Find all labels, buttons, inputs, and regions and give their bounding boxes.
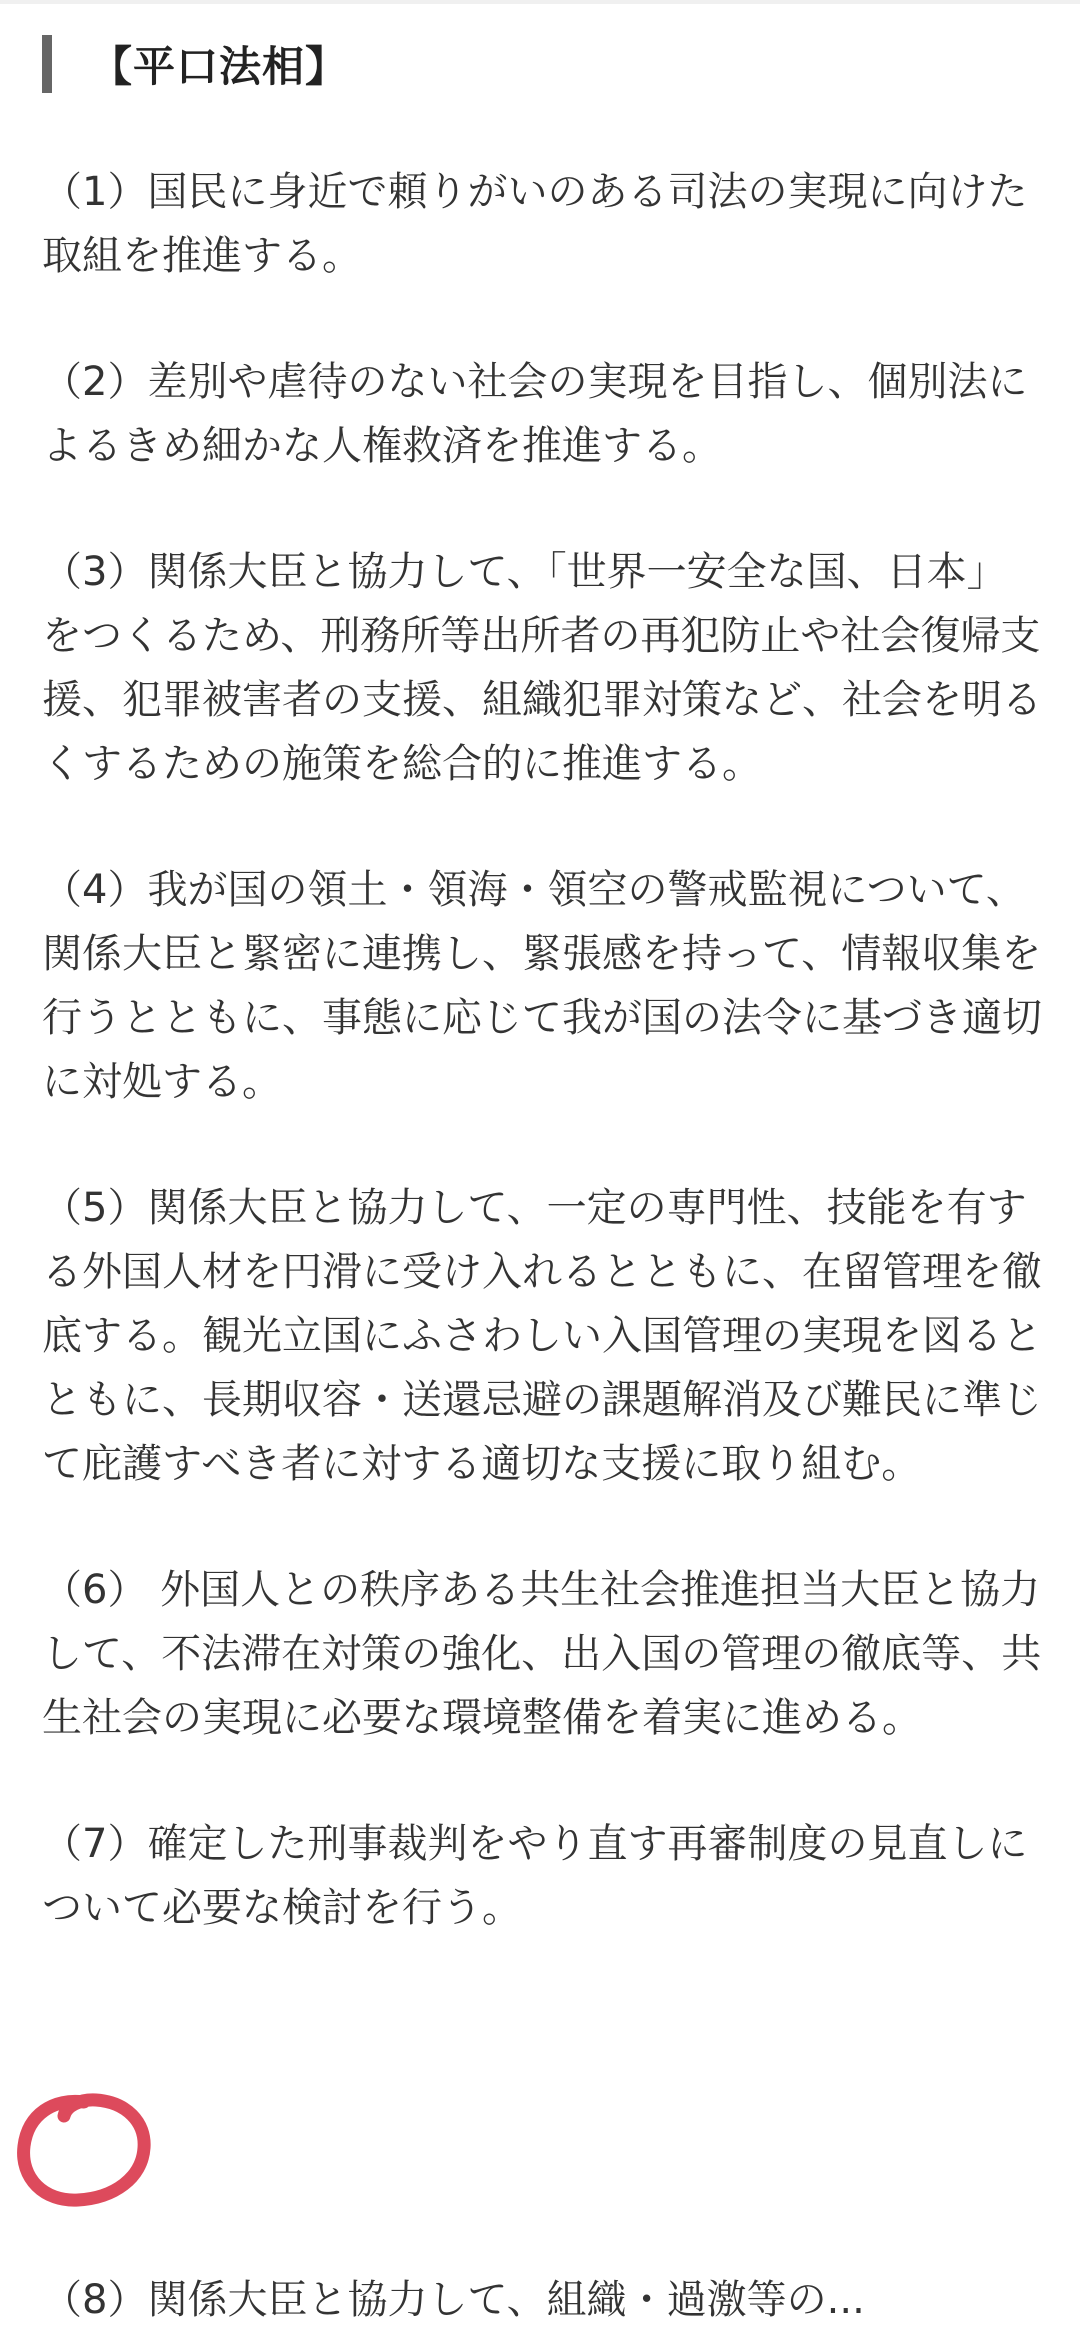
item-text: 関係大臣と協力して、「世界一安全な国、日本」をつくるため、刑務所等出所者の再犯防止や社会復帰支援、犯罪被害者の支援、組織犯罪対策など、社会を明るくするための施策を総合的に推進する。 [42, 549, 1042, 787]
hand-drawn-circle-annotation [14, 2084, 162, 2214]
item-number: （2） [42, 359, 148, 405]
list-item [42, 540, 1042, 796]
list-item [42, 1558, 1042, 1750]
list-item [42, 160, 1042, 288]
item-number: （3） [42, 549, 148, 595]
item-text: 差別や虐待のない社会の実現を目指し、個別法によるきめ細かな人権救済を推進する。 [42, 359, 1028, 469]
item-number: （6） [42, 1567, 148, 1613]
list-item [42, 1176, 1042, 1496]
item-number: （1） [42, 169, 148, 215]
item-number: （5） [42, 1185, 148, 1231]
header-accent-bar [42, 35, 52, 93]
item-text: 我が国の領土・領海・領空の警戒監視について、関係大臣と緊密に連携し、緊張感を持って、情報収集を行うとともに、事態に応じて我が国の法令に基づき適切に対処する。 [42, 867, 1042, 1105]
item-text: 確定した刑事裁判をやり直す再審制度の見直しについて必要な検討を行う。 [42, 1821, 1028, 1931]
item-text: 国民に身近で頼りがいのある司法の実現に向けた取組を推進する。 [42, 169, 1028, 279]
item-list [42, 160, 1042, 2002]
item-text: 関係大臣と協力して、一定の専門性、技能を有する外国人材を円滑に受け入れるとともに、在留管理を徹底する。観光立国にふさわしい入国管理の実現を図るとともに、長期収容・送還忌避の課題解消及び難民に準じて庇護すべき者に対する適切な支援に取り組む。 [42, 1185, 1042, 1487]
item-number: （7） [42, 1821, 148, 1867]
section-title: 【平口法相】 [90, 42, 349, 91]
list-item [42, 1812, 1042, 1940]
section-header [42, 34, 348, 94]
list-item [42, 858, 1042, 1114]
partial-next-item: （8）関係大臣と協力して、組織・過激等の... [42, 2277, 865, 2323]
list-item [42, 350, 1042, 478]
item-text: 外国人との秩序ある共生社会推進担当大臣と協力して、不法滞在対策の強化、出入国の管理の徹底等、共生社会の実現に必要な環境整備を着実に進める。 [42, 1567, 1042, 1741]
top-edge [0, 0, 1080, 4]
item-number: （4） [42, 867, 148, 913]
